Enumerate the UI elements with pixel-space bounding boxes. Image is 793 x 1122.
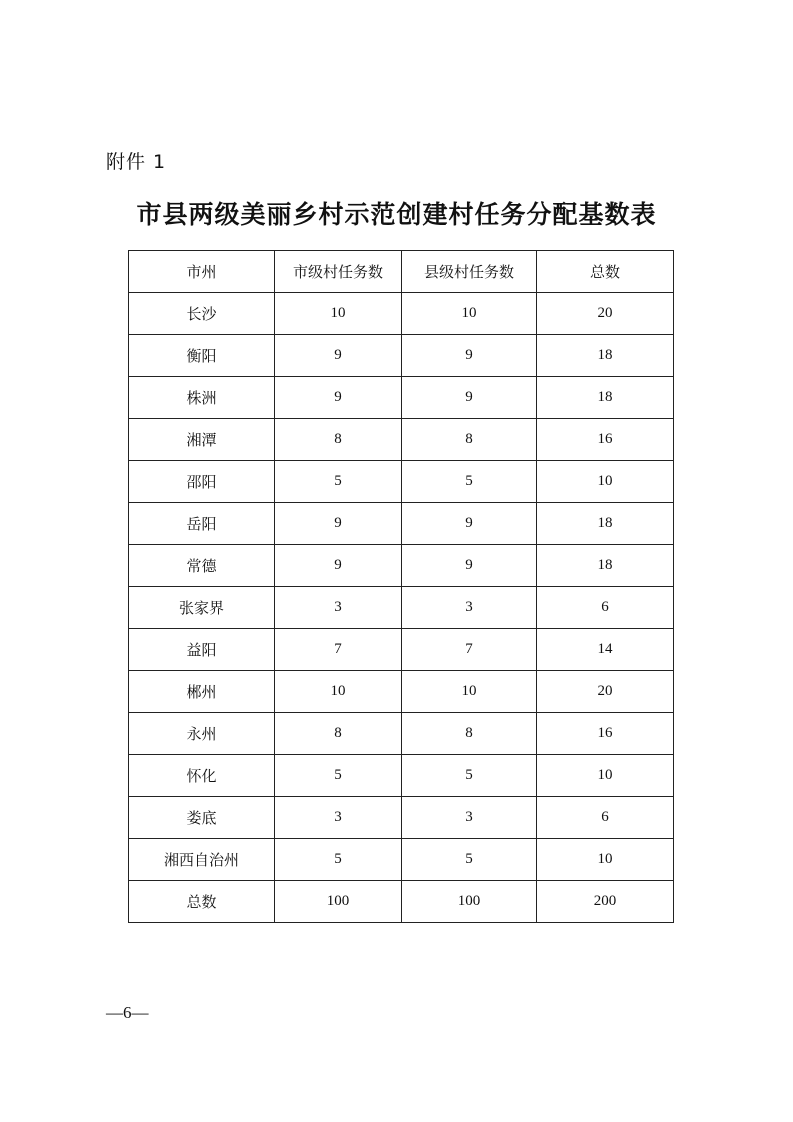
cell-county-level-tasks-total: 100 bbox=[402, 881, 537, 923]
cell-city-level-tasks: 5 bbox=[275, 839, 402, 881]
cell-county-level-tasks: 10 bbox=[402, 671, 537, 713]
cell-total: 18 bbox=[537, 545, 674, 587]
cell-county-level-tasks: 5 bbox=[402, 755, 537, 797]
table-row bbox=[129, 755, 674, 797]
table-row bbox=[129, 797, 674, 839]
table-row bbox=[129, 419, 674, 461]
cell-grand-total: 200 bbox=[537, 881, 674, 923]
table-header bbox=[129, 251, 674, 293]
header-city-level-tasks: 市级村任务数 bbox=[275, 251, 402, 293]
cell-total: 10 bbox=[537, 461, 674, 503]
table-row bbox=[129, 629, 674, 671]
cell-city-level-tasks: 10 bbox=[275, 671, 402, 713]
cell-city: 益阳 bbox=[129, 629, 275, 671]
cell-total: 10 bbox=[537, 839, 674, 881]
cell-county-level-tasks: 5 bbox=[402, 839, 537, 881]
cell-city: 湘西自治州 bbox=[129, 839, 275, 881]
table-row bbox=[129, 503, 674, 545]
cell-city: 邵阳 bbox=[129, 461, 275, 503]
cell-city-level-tasks: 8 bbox=[275, 713, 402, 755]
total-row bbox=[129, 881, 674, 923]
cell-total: 10 bbox=[537, 755, 674, 797]
cell-county-level-tasks: 3 bbox=[402, 587, 537, 629]
table-body bbox=[129, 293, 674, 923]
cell-city: 张家界 bbox=[129, 587, 275, 629]
cell-total: 18 bbox=[537, 335, 674, 377]
cell-total-label: 总数 bbox=[129, 881, 275, 923]
table-row bbox=[129, 545, 674, 587]
cell-city-level-tasks-total: 100 bbox=[275, 881, 402, 923]
cell-total: 6 bbox=[537, 587, 674, 629]
cell-county-level-tasks: 8 bbox=[402, 713, 537, 755]
cell-total: 20 bbox=[537, 671, 674, 713]
cell-total: 14 bbox=[537, 629, 674, 671]
cell-city: 岳阳 bbox=[129, 503, 275, 545]
cell-county-level-tasks: 3 bbox=[402, 797, 537, 839]
cell-city-level-tasks: 9 bbox=[275, 545, 402, 587]
cell-city: 长沙 bbox=[129, 293, 275, 335]
table-row bbox=[129, 671, 674, 713]
document-title: 市县两级美丽乡村示范创建村任务分配基数表 bbox=[136, 200, 657, 229]
cell-city: 娄底 bbox=[129, 797, 275, 839]
cell-city: 湘潭 bbox=[129, 419, 275, 461]
page-number: —6— bbox=[106, 1003, 149, 1022]
cell-county-level-tasks: 8 bbox=[402, 419, 537, 461]
cell-city-level-tasks: 8 bbox=[275, 419, 402, 461]
cell-city: 郴州 bbox=[129, 671, 275, 713]
cell-total: 16 bbox=[537, 713, 674, 755]
header-row bbox=[129, 251, 674, 293]
cell-county-level-tasks: 9 bbox=[402, 503, 537, 545]
cell-city-level-tasks: 5 bbox=[275, 461, 402, 503]
cell-city: 永州 bbox=[129, 713, 275, 755]
table-row bbox=[129, 713, 674, 755]
cell-county-level-tasks: 7 bbox=[402, 629, 537, 671]
cell-city-level-tasks: 7 bbox=[275, 629, 402, 671]
cell-total: 20 bbox=[537, 293, 674, 335]
attachment-label: 附件 1 bbox=[106, 151, 167, 173]
cell-total: 6 bbox=[537, 797, 674, 839]
table-row bbox=[129, 377, 674, 419]
cell-city-level-tasks: 5 bbox=[275, 755, 402, 797]
table-row bbox=[129, 461, 674, 503]
table-row bbox=[129, 839, 674, 881]
cell-county-level-tasks: 10 bbox=[402, 293, 537, 335]
cell-county-level-tasks: 9 bbox=[402, 377, 537, 419]
cell-city-level-tasks: 3 bbox=[275, 587, 402, 629]
header-total: 总数 bbox=[537, 251, 674, 293]
cell-city-level-tasks: 9 bbox=[275, 503, 402, 545]
allocation-table bbox=[128, 250, 674, 923]
cell-city: 怀化 bbox=[129, 755, 275, 797]
cell-city-level-tasks: 10 bbox=[275, 293, 402, 335]
cell-city: 衡阳 bbox=[129, 335, 275, 377]
cell-total: 18 bbox=[537, 503, 674, 545]
header-city: 市州 bbox=[129, 251, 275, 293]
table-row bbox=[129, 587, 674, 629]
cell-county-level-tasks: 9 bbox=[402, 335, 537, 377]
cell-city: 常德 bbox=[129, 545, 275, 587]
cell-total: 16 bbox=[537, 419, 674, 461]
table-row bbox=[129, 293, 674, 335]
cell-city-level-tasks: 9 bbox=[275, 335, 402, 377]
cell-city-level-tasks: 9 bbox=[275, 377, 402, 419]
table-row bbox=[129, 335, 674, 377]
cell-city: 株洲 bbox=[129, 377, 275, 419]
cell-county-level-tasks: 5 bbox=[402, 461, 537, 503]
header-county-level-tasks: 县级村任务数 bbox=[402, 251, 537, 293]
cell-total: 18 bbox=[537, 377, 674, 419]
cell-county-level-tasks: 9 bbox=[402, 545, 537, 587]
cell-city-level-tasks: 3 bbox=[275, 797, 402, 839]
